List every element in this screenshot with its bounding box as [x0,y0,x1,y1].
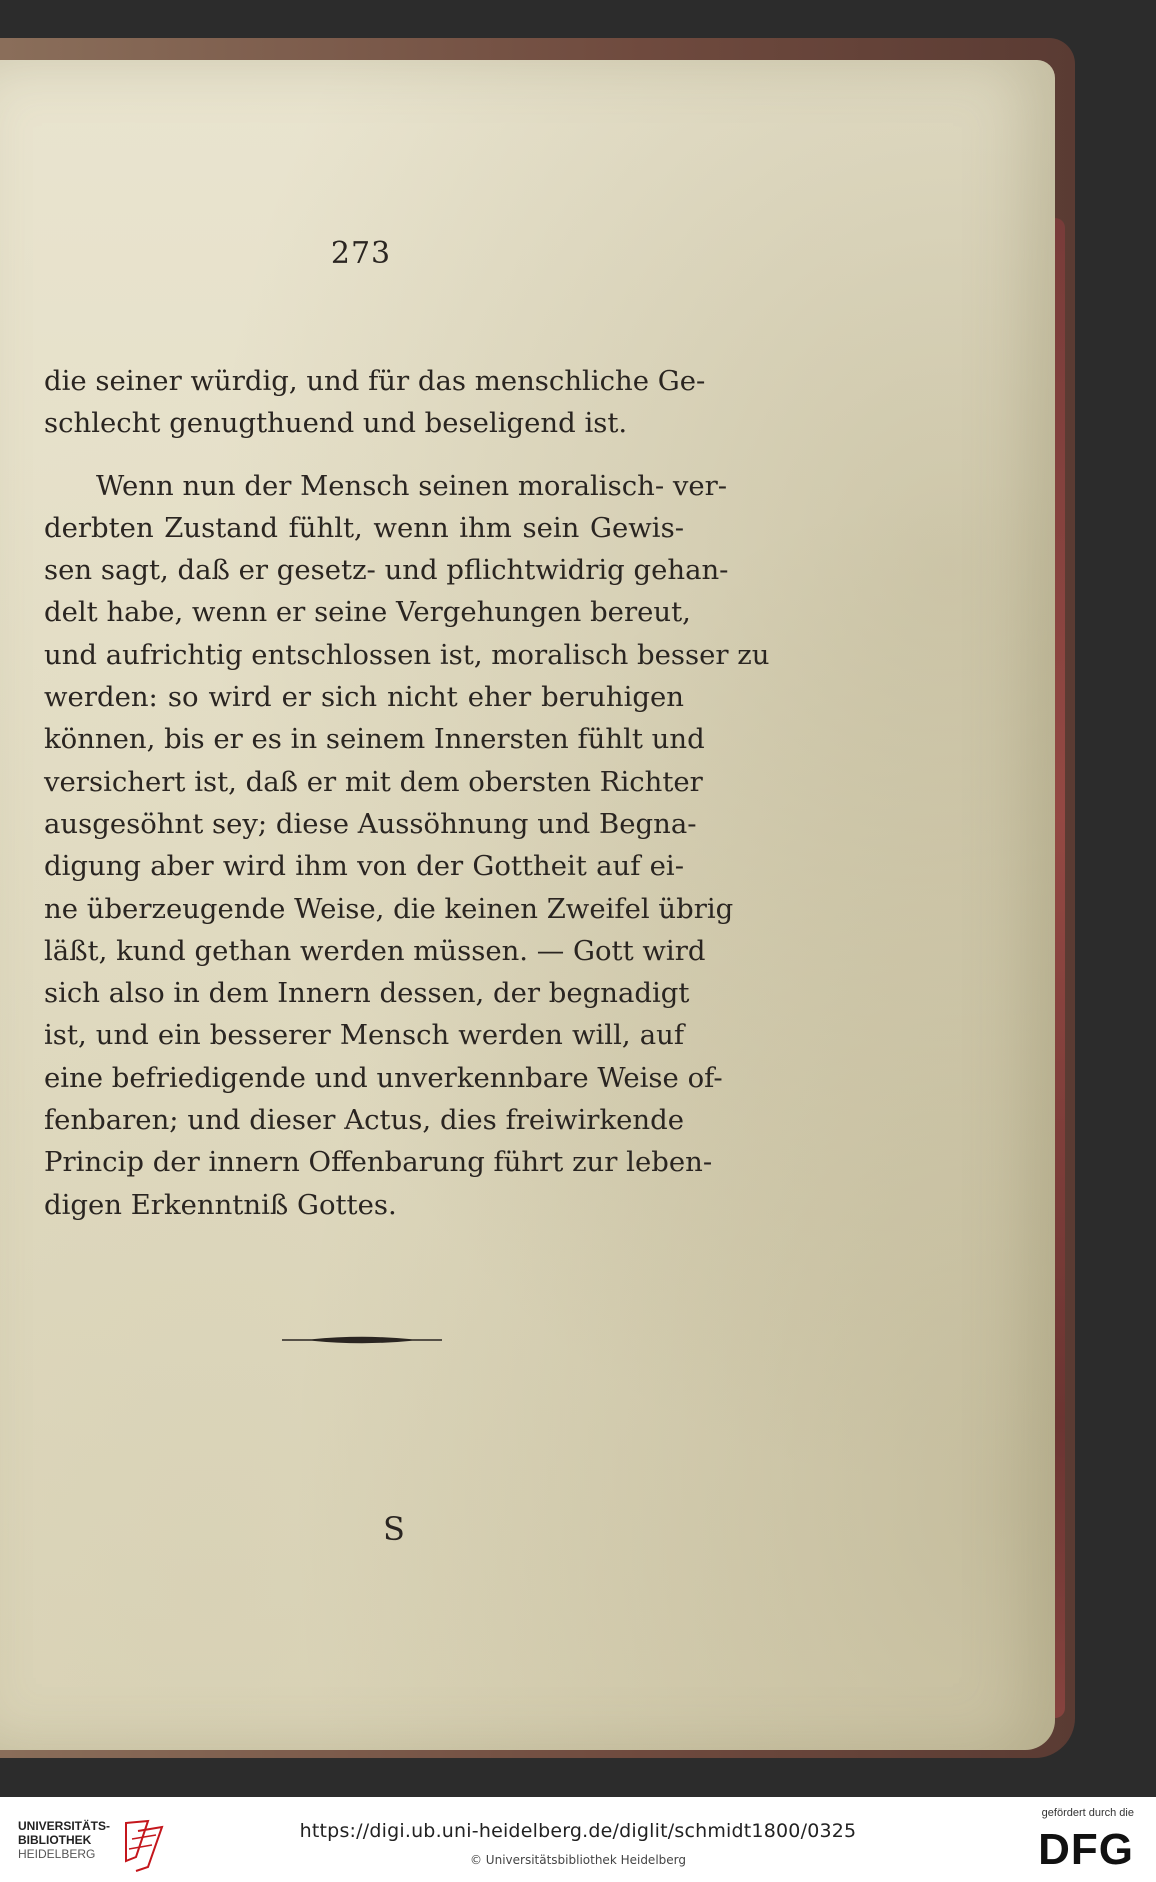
paragraph-gap [44,445,684,465]
text-line: derbten Zustand fühlt, wenn ihm sein Gewis- [44,511,684,544]
section-divider-ornament [282,1335,442,1345]
printer-signature-mark: S [383,1510,405,1548]
library-name-line2: BIBLIOTHEK [18,1833,92,1847]
page-number: 273 [330,236,392,271]
text-line: und aufrichtig entschlossen ist, moralisch besser zu [44,638,770,671]
dfg-logo-text: DFG [1038,1825,1134,1874]
library-name-line1: UNIVERSITÄTS- [18,1819,111,1833]
copyright-notice: © Universitätsbibliothek Heidelberg [469,1853,686,1867]
text-line: Princip der innern Offenbarung führt zur leben- [44,1146,713,1179]
funder-caption: gefördert durch die [1041,1807,1134,1819]
text-line: schlecht genugthuend und beseligend ist. [44,407,628,440]
text-line: digung aber wird ihm von der Gottheit auf ei- [44,850,684,883]
text-line: Wenn nun der Mensch seinen moralisch- ver- [96,469,728,502]
page-text [44,360,770,1226]
text-line: die seiner würdig, und für das menschliche Ge- [44,365,706,397]
dfg-funder-logo[interactable] [1024,1807,1134,1877]
text-line: ne überzeugende Weise, die keinen Zweifel übrig [44,892,734,925]
text-line: eine befriedigende und unverkennbare Weise of- [44,1061,723,1094]
text-line: sich also in dem Innern dessen, der begnadigt [44,977,690,1010]
text-line: ist, und ein besserer Mensch werden will, auf [44,1019,684,1052]
text-line: digen Erkenntniß Gottes. [44,1188,397,1221]
text-line: läßt, kund gethan werden müssen. — Gott wird [44,934,706,967]
text-line: fenbaren; und dieser Actus, dies freiwirkende [44,1104,684,1137]
text-line: sen sagt, daß er gesetz- und pflichtwidrig gehan- [44,554,729,587]
text-line: ausgesöhnt sey; diese Aussöhnung und Begna- [44,807,697,840]
footer-bar [0,1797,1156,1882]
text-line: werden: so wird er sich nicht eher beruhigen [44,681,684,714]
text-line: delt habe, wenn er seine Vergehungen bereut, [44,596,691,629]
permalink-url[interactable]: https://digi.ub.uni-heidelberg.de/diglit/schmidt1800/0325 [299,1820,857,1842]
text-line: können, bis er es in seinem Innersten fühlt und [44,723,705,756]
library-name-line3: HEIDELBERG [18,1847,96,1861]
book-page [0,60,1055,1750]
text-line: versichert ist, daß er mit dem obersten Richter [44,765,703,798]
